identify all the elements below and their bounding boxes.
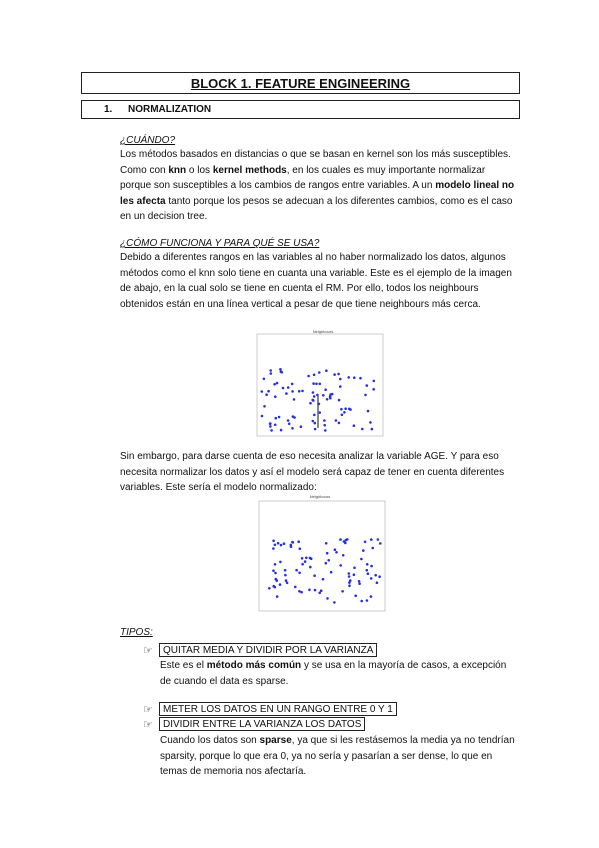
- scatter-point: [366, 599, 369, 602]
- scatter-point: [367, 572, 370, 575]
- scatter-point: [313, 374, 316, 377]
- scatter-point: [291, 541, 294, 544]
- scatter-point: [274, 395, 277, 398]
- tipo-label-2: METER LOS DATOS EN UN RANGO ENTRE 0 Y 1: [159, 702, 397, 716]
- scatter-point: [323, 424, 326, 427]
- scatter-point: [305, 557, 308, 560]
- scatter-point: [294, 586, 297, 589]
- scatter-point: [370, 595, 373, 598]
- scatter-point: [272, 585, 275, 588]
- scatter-point: [304, 560, 307, 563]
- tipo-desc-1: Este es el método más común y se usa en la mayoría de casos, a excepción de cuando el data es sparse.: [160, 660, 507, 687]
- scatter-point: [359, 377, 362, 380]
- scatter-point: [353, 376, 356, 379]
- scatter-point: [370, 577, 373, 580]
- scatter-point: [292, 415, 295, 418]
- scatter-point: [291, 383, 294, 386]
- scatter-point: [371, 547, 374, 550]
- scatter-point: [342, 554, 345, 557]
- scatter-point: [263, 378, 266, 381]
- scatter-point: [348, 572, 351, 575]
- scatter-point: [287, 386, 290, 389]
- scatter-point: [376, 581, 379, 584]
- tipo-label-1: QUITAR MEDIA Y DIVIDIR POR LA VARIANZA: [159, 643, 377, 657]
- scatter-point: [318, 371, 321, 374]
- section-header: [81, 100, 520, 119]
- scatter-point: [280, 544, 283, 547]
- scatter-point: [295, 569, 298, 572]
- scatter-point: [274, 424, 277, 427]
- scatter-point: [331, 393, 334, 396]
- scatter-point: [326, 398, 329, 401]
- scatter-point: [364, 541, 367, 544]
- scatter-point: [314, 589, 317, 592]
- scatter-point: [298, 390, 301, 393]
- tipo-label-3: DIVIDIR ENTRE LA VARIANZA LOS DATOS: [159, 717, 365, 731]
- scatter-point: [309, 402, 312, 405]
- scatter-point: [280, 429, 283, 432]
- scatter-point: [360, 558, 363, 561]
- document-title-box: [81, 72, 520, 94]
- cuando-heading: ¿CUÁNDO?: [120, 135, 176, 146]
- scatter-point: [270, 372, 273, 375]
- scatter-point: [369, 421, 372, 424]
- scatter-point: [330, 571, 333, 574]
- scatter-point: [360, 600, 363, 603]
- scatter-point: [322, 578, 325, 581]
- scatter-point: [378, 575, 381, 578]
- scatter-point: [291, 427, 294, 430]
- scatter-point: [318, 411, 321, 414]
- scatter-point: [300, 425, 303, 428]
- scatter-point: [372, 388, 375, 391]
- plot2-title: Neighbours: [309, 494, 331, 499]
- scatter-point: [312, 391, 315, 394]
- scatter-point: [353, 573, 356, 576]
- scatter-point: [366, 563, 369, 566]
- scatter-point: [335, 551, 338, 554]
- scatter-point: [333, 601, 336, 604]
- tipo-item-2: [143, 702, 397, 716]
- hand-pointing-icon: ☞: [143, 644, 153, 657]
- scatter-point: [301, 390, 304, 393]
- scatter-point: [370, 538, 373, 541]
- scatter-point: [275, 417, 278, 420]
- scatter-point: [287, 419, 290, 422]
- scatter-point: [276, 595, 279, 598]
- scatter-point: [318, 592, 321, 595]
- document-title: BLOCK 1. FEATURE ENGINEERING: [190, 75, 411, 91]
- scatter-point: [366, 569, 369, 572]
- scatter-point: [320, 589, 323, 592]
- hand-pointing-icon: ☞: [143, 703, 153, 716]
- scatter-point: [284, 574, 287, 577]
- scatter-point: [347, 376, 350, 379]
- scatter-point: [269, 369, 272, 372]
- scatter-point: [324, 388, 327, 391]
- scatter-point: [265, 393, 268, 396]
- scatter-point: [314, 428, 317, 431]
- scatter-point: [343, 411, 346, 414]
- scatter-point: [338, 399, 341, 402]
- como-heading: ¿CÓMO FUNCIONA Y PARA QUÉ SE USA?: [120, 238, 320, 249]
- scatter-point: [348, 581, 351, 584]
- scatter-point: [291, 390, 294, 393]
- scatter-point: [307, 375, 310, 378]
- scatter-point: [325, 562, 328, 565]
- scatter-point: [279, 368, 282, 371]
- scatter-point: [285, 392, 288, 395]
- scatter-point: [282, 387, 285, 390]
- scatter-point: [337, 373, 340, 376]
- scatter-point: [267, 390, 270, 393]
- scatter-point: [353, 567, 356, 570]
- scatter-point: [316, 394, 319, 397]
- scatter-point: [274, 563, 277, 566]
- scatter-point: [326, 597, 329, 600]
- scatter-point: [279, 561, 282, 564]
- scatter-point: [261, 390, 264, 393]
- scatter-point: [348, 584, 351, 587]
- tipo-item-1: [143, 643, 377, 657]
- scatter-point: [277, 542, 280, 545]
- scatter-point: [329, 397, 332, 400]
- scatter-point: [312, 420, 315, 423]
- scatter-point: [276, 579, 279, 582]
- scatter-point: [279, 583, 282, 586]
- scatter-point: [324, 429, 327, 432]
- scatter-point: [313, 574, 316, 577]
- scatter-point: [283, 542, 286, 545]
- section-label: NORMALIZATION: [128, 104, 212, 115]
- scatter-point: [334, 548, 337, 551]
- hand-pointing-icon: ☞: [143, 718, 153, 731]
- como-paragraph-2: Sin embargo, para darse cuenta de eso necesita analizar la variable AGE. Y para eso necesita normalizar los datos y así el modelo será capaz de tener en cuenta diferentes variables. Este sería el modelo normalizado:: [120, 451, 505, 493]
- scatter-point: [301, 557, 304, 560]
- cuando-paragraph: Los métodos basados en distancias o que se basan en kernel son los más susceptibles. Como con knn o los kernel methods, en los cuales es muy importante normalizar porque son susceptibles a los cambios de rangos entre variables. A un modelo lineal no les afecta tanto porque los pesos se adecuan a los diferentes cambios, como es el caso en un decision tree.: [120, 149, 515, 222]
- scatter-point: [297, 540, 300, 543]
- scatter-point: [309, 557, 312, 560]
- scatter-point: [348, 408, 351, 411]
- scatter-point: [341, 414, 344, 417]
- como-paragraph-1: Debido a diferentes rangos en las variables al no haber normalizado los datos, algunos métodos como el knn solo tiene en cuanta una variable. Este es el ejemplo de la imagen de abajo, en la cual solo se tiene en cuenta el RM. Por ello, todos los neighbours obtenidos están en una línea vertical a pesar de que tiene neighbours más cerca.: [120, 252, 512, 310]
- scatter-point: [367, 410, 370, 413]
- scatter-point: [301, 563, 304, 566]
- scatter-point: [322, 394, 325, 397]
- scatter-point: [323, 419, 326, 422]
- scatter-point: [318, 403, 321, 406]
- plot1-title: Neighbours: [312, 329, 334, 334]
- scatter-point: [371, 428, 374, 431]
- scatter-point: [339, 538, 342, 541]
- scatter-point: [340, 408, 343, 411]
- scatter-point: [326, 552, 329, 555]
- scatter-point: [269, 422, 272, 425]
- scatter-point: [358, 582, 361, 585]
- neighbours-plot-normalized: [245, 494, 391, 622]
- tipos-heading: TIPOS:: [120, 627, 153, 638]
- scatter-point: [370, 565, 373, 568]
- scatter-point: [270, 429, 273, 432]
- scatter-point: [311, 399, 314, 402]
- scatter-point: [338, 422, 341, 425]
- scatter-point: [361, 428, 364, 431]
- scatter-point: [327, 559, 330, 562]
- section-number: 1.: [104, 104, 113, 115]
- scatter-point: [284, 569, 287, 572]
- scatter-point: [273, 383, 276, 386]
- scatter-point: [366, 384, 369, 387]
- tipo-desc-3: Cuando los datos son sparse, ya que si les restásemos la media ya no tendrían sparsity, porque lo que era 0, ya no sería y pasarían a ser dense, lo que en temas de memoria nos afectaría.: [160, 735, 515, 777]
- scatter-point: [261, 415, 264, 418]
- scatter-point: [299, 547, 302, 550]
- scatter-point: [274, 572, 277, 575]
- scatter-point: [354, 595, 357, 598]
- scatter-point: [300, 591, 303, 594]
- scatter-point: [315, 383, 318, 386]
- scatter-point: [293, 398, 296, 401]
- scatter-point: [286, 582, 289, 585]
- scatter-point: [325, 369, 328, 372]
- scatter-point: [353, 424, 356, 427]
- scatter-point: [379, 542, 382, 545]
- scatter-point: [339, 385, 342, 388]
- scatter-point: [358, 580, 361, 583]
- scatter-point: [274, 544, 277, 547]
- plot2-frame: [259, 501, 385, 611]
- scatter-point: [298, 572, 301, 575]
- scatter-point: [272, 569, 275, 572]
- tipo-item-3: [143, 717, 365, 731]
- scatter-point: [339, 564, 342, 567]
- scatter-point: [377, 538, 380, 541]
- scatter-point: [319, 383, 322, 386]
- scatter-point: [263, 405, 266, 408]
- scatter-point: [364, 394, 367, 397]
- scatter-point: [312, 382, 315, 385]
- scatter-point: [374, 574, 377, 577]
- scatter-point: [339, 378, 342, 381]
- scatter-point: [313, 414, 316, 417]
- plot2-points: [268, 538, 382, 604]
- scatter-point: [348, 575, 351, 578]
- scatter-point: [314, 422, 317, 425]
- scatter-point: [341, 590, 344, 593]
- scatter-point: [269, 425, 272, 428]
- scatter-point: [335, 419, 338, 422]
- scatter-point: [268, 587, 271, 590]
- scatter-point: [285, 579, 288, 582]
- scatter-point: [278, 416, 281, 419]
- scatter-point: [373, 380, 376, 383]
- scatter-point: [309, 566, 312, 569]
- scatter-point: [272, 540, 275, 543]
- scatter-point: [343, 540, 346, 543]
- scatter-point: [276, 382, 279, 385]
- scatter-point: [362, 549, 365, 552]
- scatter-point: [325, 542, 328, 545]
- scatter-point: [290, 545, 293, 548]
- scatter-point: [272, 547, 275, 550]
- scatter-point: [308, 589, 311, 592]
- scatter-point: [288, 423, 291, 426]
- scatter-point: [313, 395, 316, 398]
- scatter-point: [333, 373, 336, 376]
- scatter-point: [344, 407, 347, 410]
- neighbours-plot-unnormalized: [243, 326, 389, 446]
- scatter-point: [280, 370, 283, 373]
